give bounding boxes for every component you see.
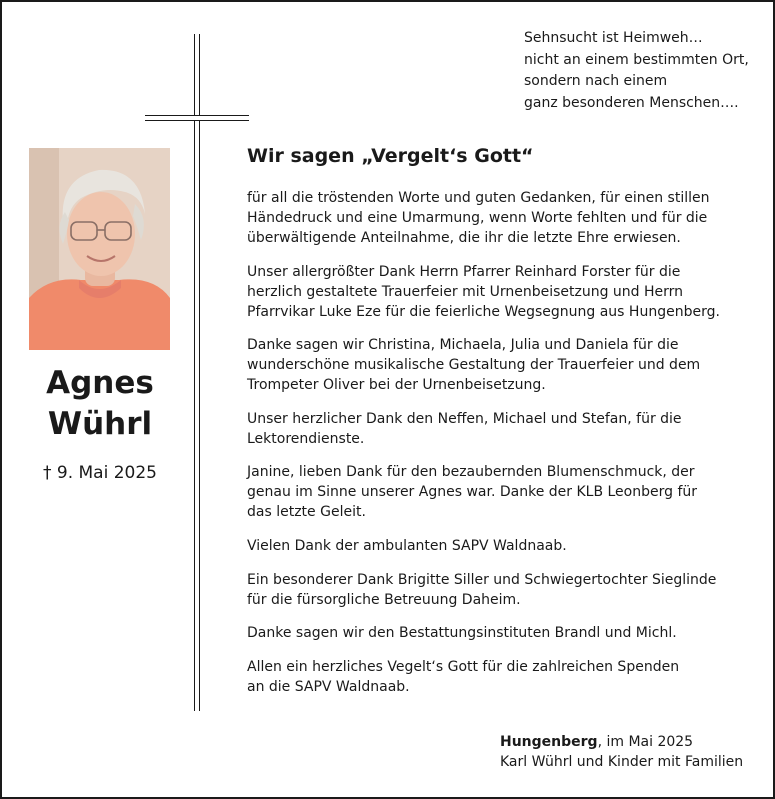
- signoff-block: [500, 732, 743, 772]
- paragraph: für all die tröstenden Worte und guten Gedanken, für einen stillen Händedruck und eine Umarmung, wenn Worte fehlten und für die überwältigende Anteilnahme, die ihr die letzte Ehre erwiesen.: [247, 190, 710, 246]
- thank-you-text: [247, 188, 747, 710]
- paragraph: Unser allergrößter Dank Herrn Pfarrer Reinhard Forster für die herzlich gestaltete Trauerfeier mit Urnenbeisetzung und Herrn Pfarrvikar Luke Eze für die feierliche Wegsegnung aus Hungenberg.: [247, 263, 720, 320]
- signoff-place: Hungenberg: [500, 734, 598, 750]
- signoff-family: Karl Wührl und Kinder mit Familien: [500, 754, 744, 770]
- signoff-place-date: [500, 732, 743, 752]
- death-date: † 9. Mai 2025: [42, 463, 157, 483]
- paragraph: Allen ein herzliches Vegelt‘s Gott für die zahlreichen Spenden an die SAPV Waldnaab.: [247, 658, 680, 695]
- first-name: Agnes: [46, 365, 154, 401]
- quote-block: [524, 28, 749, 114]
- paragraph: Unser herzlicher Dank den Neffen, Michael und Stefan, für die Lektorendienste.: [247, 410, 682, 447]
- paragraph: Danke sagen wir Christina, Michaela, Julia und Daniela für die wunderschöne musikalische Gestaltung der Trauerfeier und dem Trompeter Oliver bei der Urnenbeisetzung.: [247, 337, 701, 394]
- signoff-date: , im Mai 2025: [597, 734, 694, 750]
- quote-line: ganz besonderen Menschen….: [524, 94, 739, 111]
- quote-line: Sehnsucht ist Heimweh…: [524, 30, 703, 46]
- paragraph: Janine, lieben Dank für den bezaubernden Blumenschmuck, der genau im Sinne unserer Agnes war. Danke der KLB Leonberg für das letzte Geleit.: [247, 464, 698, 521]
- paragraph: Danke sagen wir den Bestattungsinstituten Brandl und Michl.: [247, 625, 677, 642]
- notice-heading: Wir sagen „Vergelt‘s Gott“: [247, 145, 534, 167]
- paragraph: Vielen Dank der ambulanten SAPV Waldnaab.: [247, 537, 567, 554]
- portrait-photo: [29, 148, 170, 350]
- quote-line: nicht an einem bestimmten Ort,: [524, 51, 749, 68]
- paragraph: Ein besonderer Dank Brigitte Siller und Schwiegertochter Sieglinde für die fürsorgliche Betreuung Daheim.: [247, 571, 717, 608]
- quote-line: sondern nach einem: [524, 73, 668, 89]
- last-name: Wührl: [47, 406, 153, 442]
